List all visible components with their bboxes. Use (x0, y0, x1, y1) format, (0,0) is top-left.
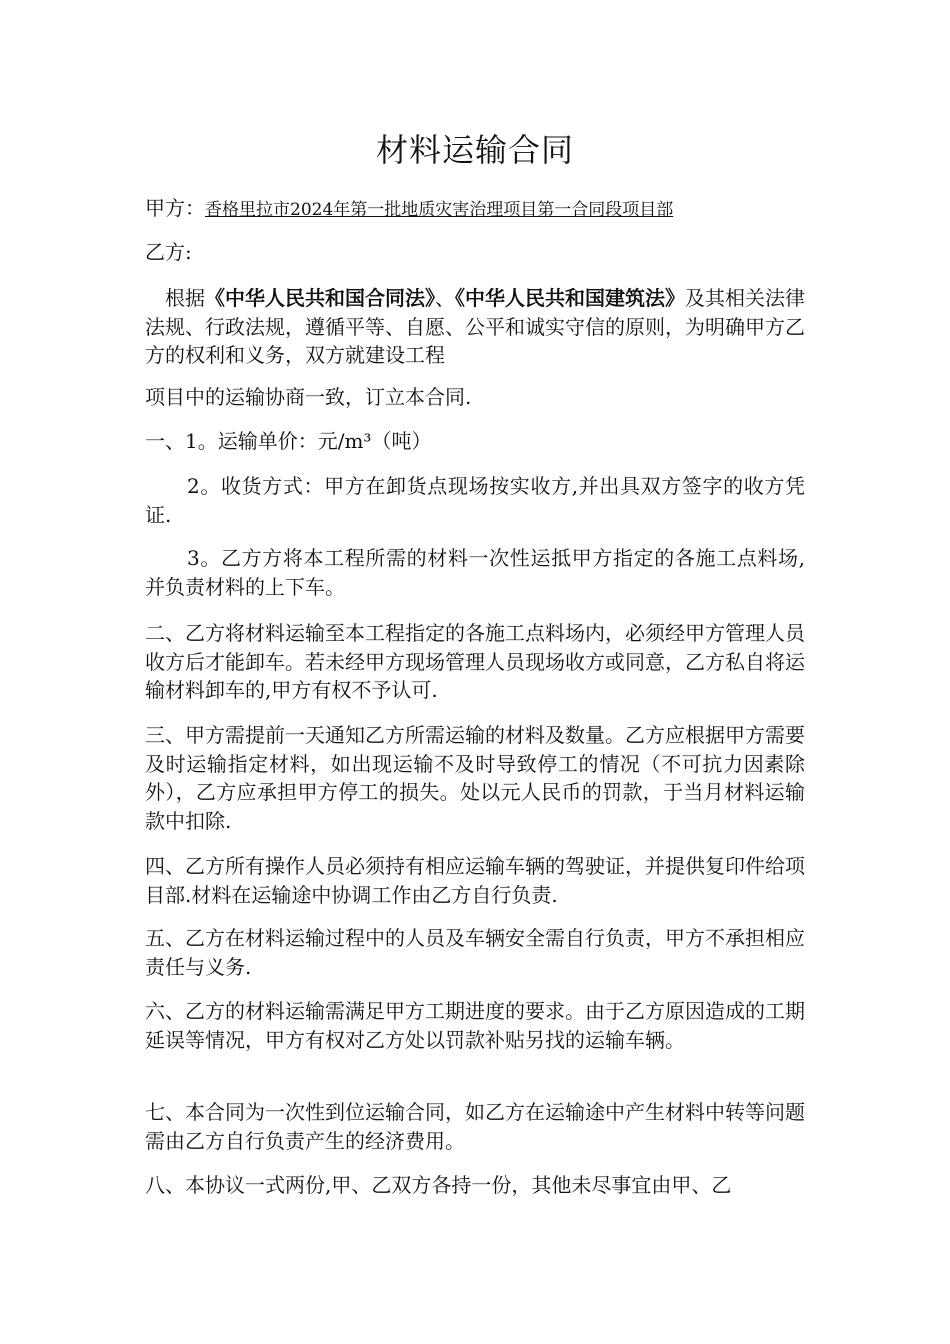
clause-2: 二、乙方将材料运输至本工程指定的各施工点料场内，必须经甲方管理人员收方后才能卸车。若未经甲方现场管理人员现场收方或同意，乙方私自将运输材料卸车的,甲方有权不予认可. (145, 621, 805, 702)
document-title: 材料运输合同 (375, 131, 574, 169)
intro-prefix: 根据 (165, 286, 205, 310)
clause-4: 四、乙方所有操作人员必须持有相应运输车辆的驾驶证，并提供复印件给项目部.材料在运输途中协调工作由乙方自行负责. (145, 854, 805, 907)
party-a-line (145, 194, 805, 225)
clause-1-3: 3。乙方方将本工程所需的材料一次性运抵甲方指定的各施工点料场,并负责材料的上下车。 (145, 546, 805, 599)
party-a-value: 香格里拉市2024年第一批地质灾害治理项目第一合同段项目部 (205, 200, 674, 220)
clause-6: 六、乙方的材料运输需满足甲方工期进度的要求。由于乙方原因造成的工期延误等情况，甲方有权对乙方处以罚款补贴另找的运输车辆。 (145, 999, 805, 1052)
party-a-label: 甲方： (145, 196, 205, 220)
intro-separator: 、 (435, 286, 455, 310)
law-construction: 《中华人民共和国建筑法》 (455, 286, 685, 310)
intro-suffix: 及其相关法律法规、行政法规，遵循平等、自愿、公平和诚实守信的原则，为明确甲方乙方的权利和义务，双方就建设工程 (145, 286, 805, 367)
law-contract: 《中华人民共和国合同法》 (205, 286, 435, 310)
intro-continuation: 项目中的运输协商一致，订立本合同. (145, 385, 472, 409)
clause-3: 三、甲方需提前一天通知乙方所需运输的材料及数量。乙方应根据甲方需要及时运输指定材料，如出现运输不及时导致停工的情况（不可抗力因素除外），乙方应承担甲方停工的损失。处以元人民币的罚款，于当月材料运输款中扣除. (145, 723, 805, 833)
clause-7: 七、本合同为一次性到位运输合同，如乙方在运输途中产生材料中转等问题需由乙方自行负责产生的经济费用。 (145, 1100, 805, 1153)
intro-paragraph (145, 284, 805, 370)
clause-8: 八、本协议一式两份,甲、乙双方各持一份，其他未尽事宜由甲、乙 (145, 1173, 732, 1197)
party-b-line: 乙方: (145, 240, 192, 264)
clause-1-2: 2。收货方式：甲方在卸货点现场按实收方,并出具双方签字的收方凭证. (145, 474, 805, 527)
clause-5: 五、乙方在材料运输过程中的人员及车辆安全需自行负责，甲方不承担相应责任与义务. (145, 926, 805, 979)
clause-1-1: 一、1。运输单价：元/m³（吨） (145, 429, 432, 453)
